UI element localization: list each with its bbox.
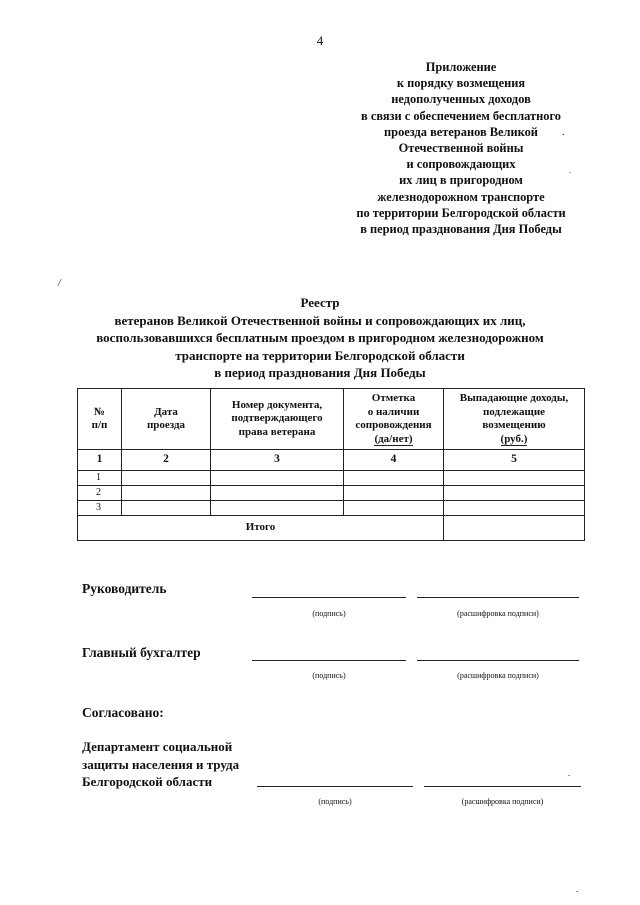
column-number-row [78,450,585,471]
appendix-line: в период празднования Дня Победы [360,222,562,237]
appendix-line: их лиц в пригородном [399,173,523,188]
registry-title [70,294,570,382]
table-cell [444,471,585,486]
department-decoding-line [424,786,581,787]
table-cell [344,471,444,486]
scan-speck: / [58,278,61,289]
title-line: транспорте на территории Белгородской области [175,347,465,363]
row-number: 2 [78,486,122,501]
appendix-line: по территории Белгородской области [356,205,566,220]
column-number: 3 [211,450,344,471]
appendix-line: недополученных доходов [391,92,531,107]
column-number: 4 [344,450,444,471]
director-signature-line [252,597,406,598]
header-income: Выпадающие доходы, подлежащие возмещению (руб.) [444,389,585,450]
table-row [78,486,585,501]
row-number: 1 [78,471,122,486]
table-cell [444,486,585,501]
row-number: 3 [78,501,122,516]
scan-speck: . [576,884,579,894]
signature-caption: (подпись) [318,797,352,806]
decoding-caption: (расшифровка подписи) [461,797,544,806]
table-cell [211,471,344,486]
table-cell [122,471,211,486]
header-document: Номер документа, подтверждающего права ветерана [211,389,344,450]
decoding-caption: (расшифровка подписи) [457,609,539,618]
appendix-line: и сопровождающих [406,157,516,172]
registry-table [77,388,585,541]
title-line: Реестр [300,295,340,310]
total-label: Итого [78,516,444,541]
header-date: Дата проезда [122,389,211,450]
appendix-line: проезда ветеранов Великой [384,124,538,139]
column-number: 5 [444,450,585,471]
total-row [78,516,585,541]
table-cell [211,486,344,501]
header-number: № п/п [78,389,122,450]
title-line: воспользовавшихся бесплатным проездом в пригородном железнодорожном [96,330,544,345]
signature-caption: (подпись) [312,609,346,618]
appendix-line: к порядку возмещения [396,76,526,91]
appendix-line: железнодорожном транспорте [377,189,545,204]
table-cell [122,486,211,501]
appendix-heading [330,59,592,237]
column-number: 2 [122,450,211,471]
table-cell [344,501,444,516]
department-line: Департамент социальной [82,739,233,754]
department-line: защиты населения и труда [82,756,240,772]
accountant-decoding-line [417,660,579,661]
appendix-line: в связи с обеспечением бесплатного [361,108,561,123]
title-line: ветеранов Великой Отечественной войны и сопровождающих их лиц, [114,312,526,328]
chief-accountant-label: Главный бухгалтер [82,645,201,660]
director-decoding-line [417,597,579,598]
scan-speck: . [569,166,571,175]
table-row [78,471,585,486]
page-number: 4 [316,33,324,48]
table-cell [211,501,344,516]
appendix-line: Отечественной войны [398,141,524,156]
table-cell [444,501,585,516]
department-line: Белгородской области [82,774,213,789]
table-row [78,501,585,516]
signature-caption: (подпись) [312,671,346,680]
scan-speck: . [568,768,571,778]
approved-label: Согласовано: [82,705,164,720]
decoding-caption: (расшифровка подписи) [457,671,539,680]
department-signature-line [257,786,413,787]
column-number: 1 [78,450,122,471]
director-label: Руководитель [82,581,167,596]
total-value [444,516,585,541]
scan-speck: . [562,127,565,138]
accountant-signature-line [252,660,406,661]
department-name [82,738,239,791]
table-cell [122,501,211,516]
title-line: в период празднования Дня Победы [214,365,426,380]
table-header-row [78,389,585,450]
header-escort: Отметка о наличии сопровождения (да/нет) [344,389,444,450]
appendix-line: Приложение [425,60,497,74]
table-cell [344,486,444,501]
